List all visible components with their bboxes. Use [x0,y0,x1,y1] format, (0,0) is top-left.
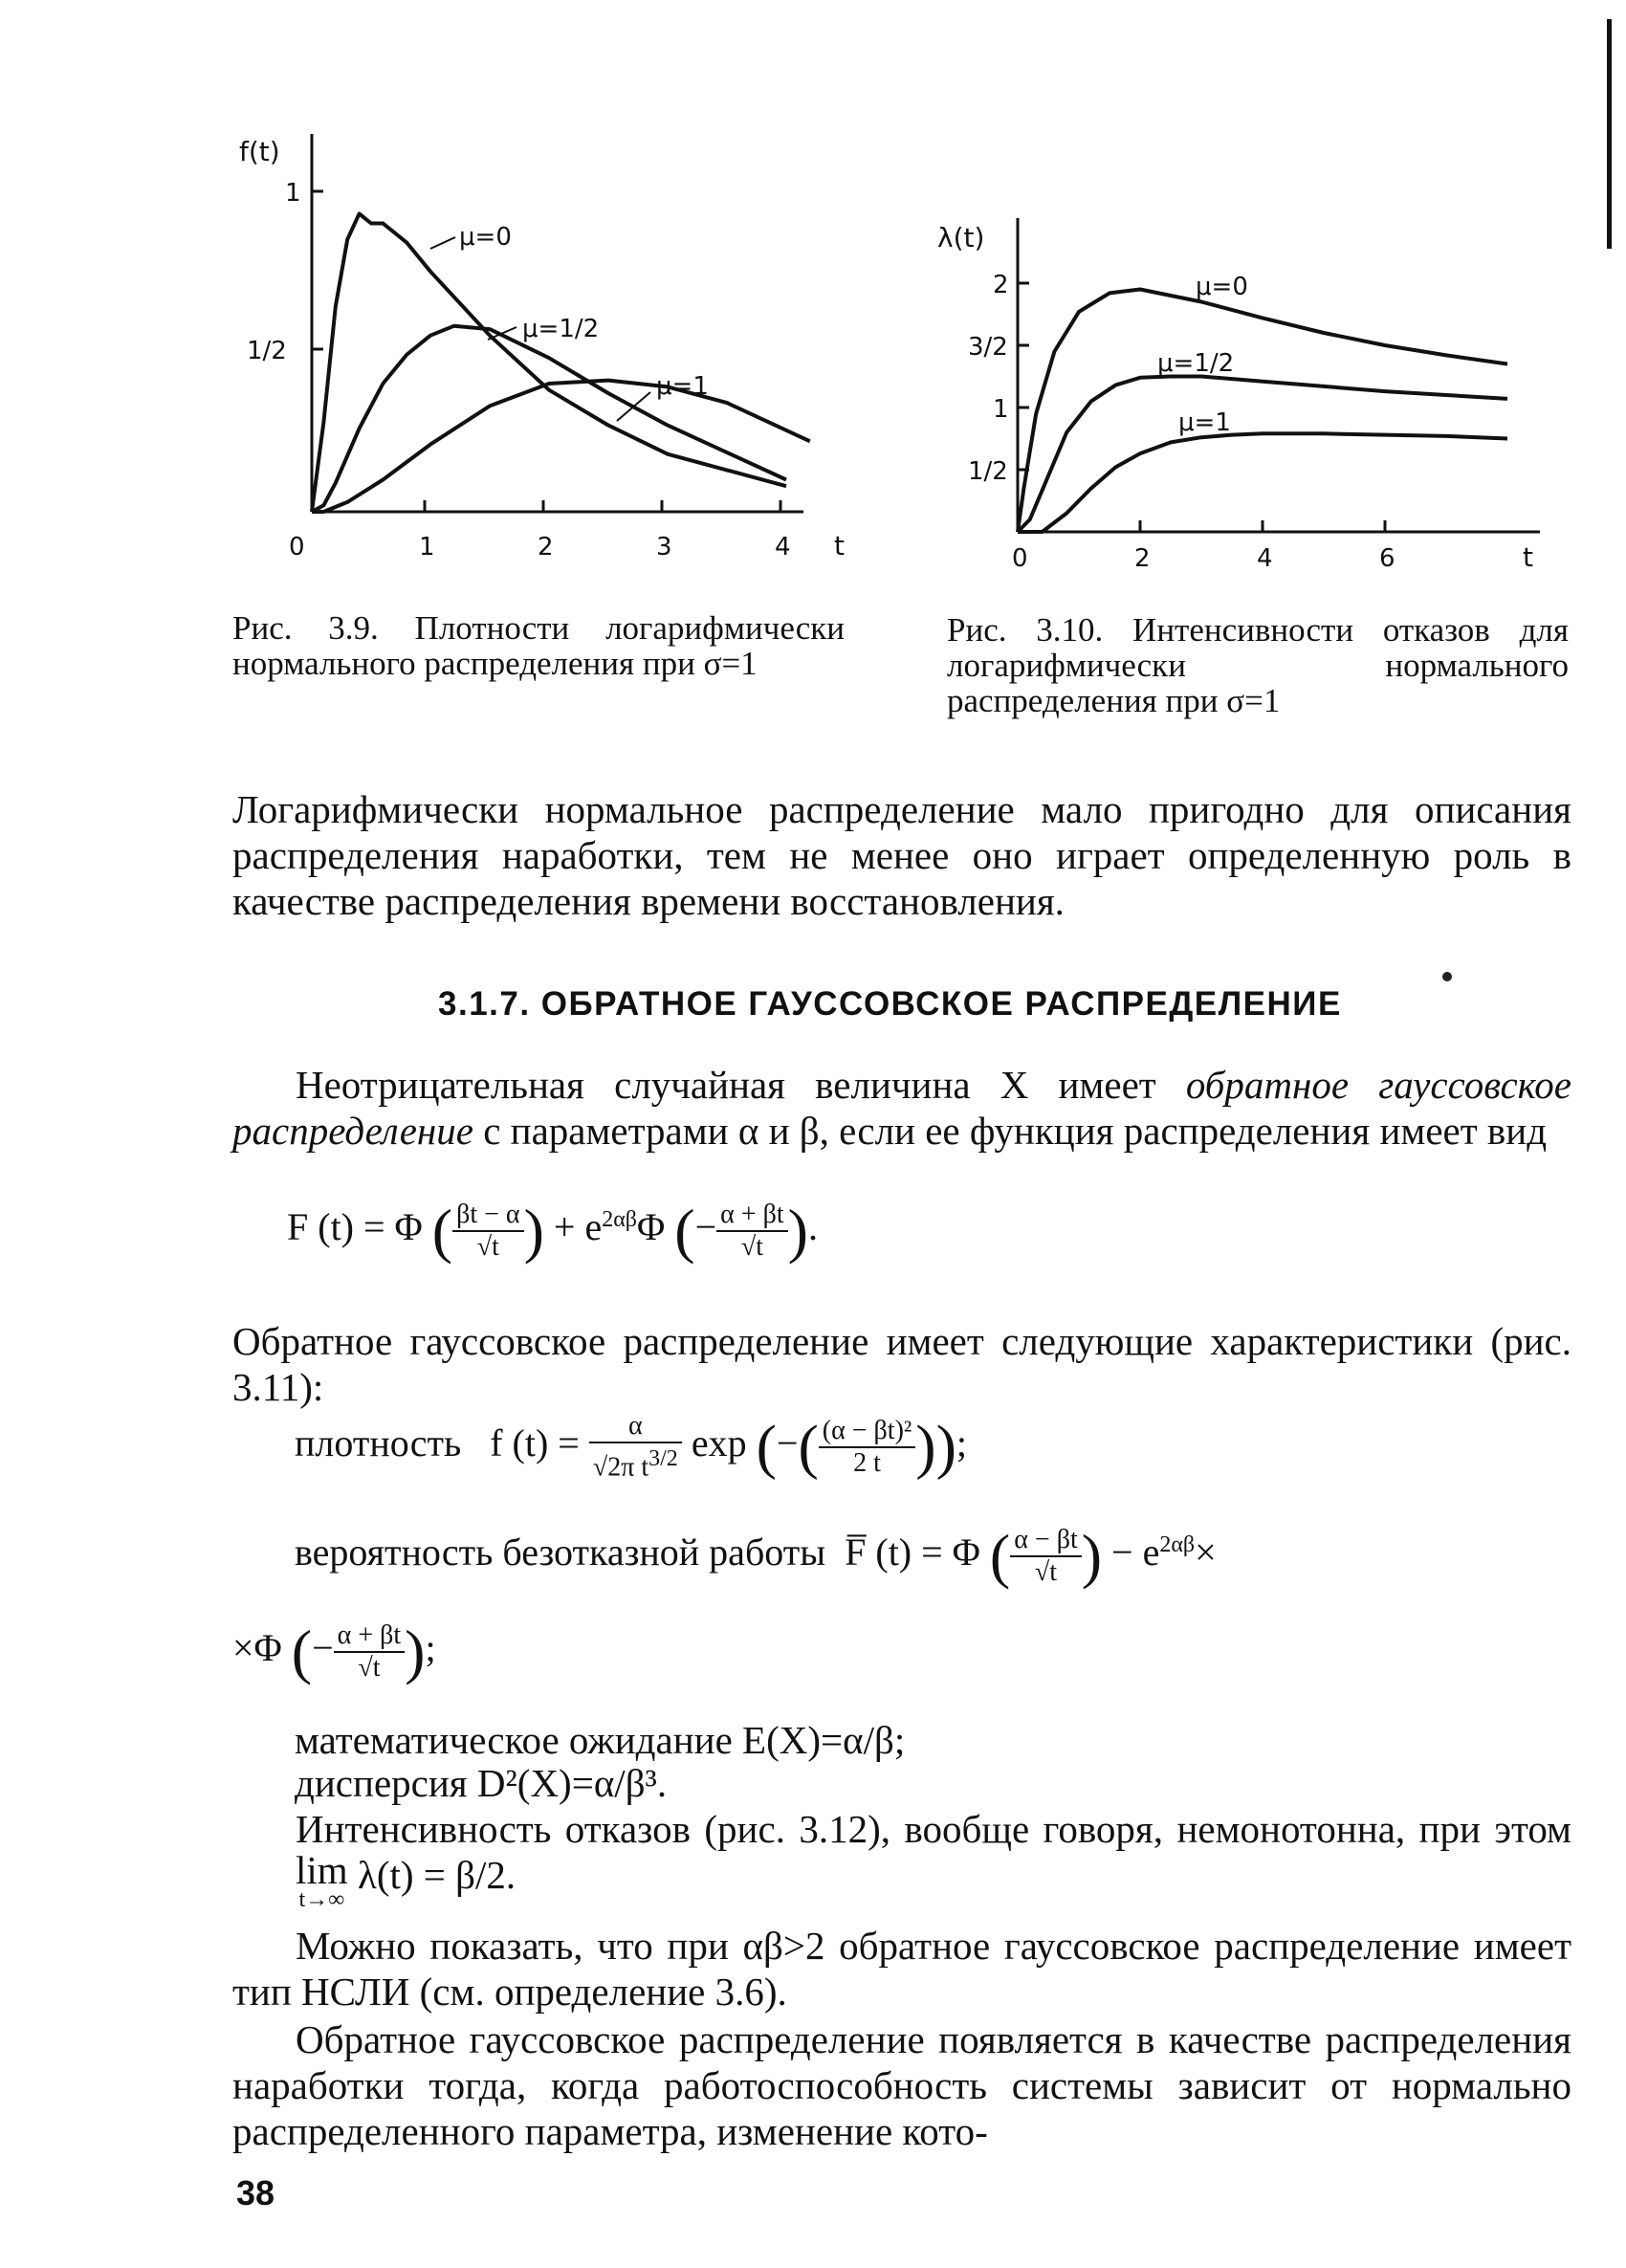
paragraph-characteristics: Обратное гауссовское распределение имеет следующие характеристики (рис. 3.11): [232,1319,1571,1409]
cdf-plus-e: + e [553,1205,603,1249]
definition-text-b: с параметрами α и β, если ее функция распределения имеет вид [472,1109,1548,1153]
formula-reliability-cont: ×Φ (− $\frac{\alpha + \beta t}{√t}$ ); [232,1618,436,1685]
fig310-y-tick-1: 1 [993,395,1009,424]
cdf-num-2: α + βt [716,1200,788,1232]
fig310-y-tick-1-2: 1/2 [968,457,1008,486]
cdf-exponent: 2αβ [602,1206,638,1232]
fig310-y-tick-2: 2 [993,271,1009,299]
variance-line: дисперсия D²(X)=α/β³. [295,1761,668,1805]
section-heading: 3.1.7. ОБРАТНОЕ ГАУССОВСКОЕ РАСПРЕДЕЛЕНИЕ [438,985,1342,1023]
density-label: плотность [295,1420,462,1464]
density-den-exp: 3/2 [648,1446,678,1471]
fig39-x-tick-2: 2 [538,533,554,561]
fig39-y-tick-half: 1/2 [247,337,287,365]
definition-term: обратное гауссовское распределение [232,1063,1571,1153]
failure-rate-limit: λ(t) = β/2. [347,1853,516,1897]
fig310-caption: Рис. 3.10. Интенсивности отказов для логарифмически нормального распределения при σ=1 [947,611,1569,719]
reliability-exponent: 2αβ [1159,1531,1196,1557]
formula-reliability: вероятность безотказной работы F̅ (t) = Φ ( $\frac{\alpha - \beta t}{√t}$ ) − $e^{2\alpha\beta}\times$ [295,1522,1217,1590]
fig310-curves-series-2 [1018,433,1507,532]
density-frac [589,1411,682,1483]
fig39-x-tick-0: 0 [289,533,305,561]
density-end: ; [956,1420,968,1464]
fig39-caption: Рис. 3.9. Плотности логарифмически нормального распределения при σ=1 [232,609,845,682]
fig39-x-tick-4: 4 [775,533,791,561]
right-edge-mark [1607,19,1612,249]
fig310-curve-label-mu12: μ=1/2 [1157,349,1235,378]
mean-line: математическое ожидание E(X)=α/β; [295,1718,906,1762]
figure-3-9 [230,124,861,574]
reliability-label: вероятность безотказной работы [295,1530,826,1574]
reliability-frac [1010,1525,1082,1588]
reliability-cont-num: α + βt [334,1620,406,1653]
fig310-y-tick-3-2: 3/2 [968,333,1008,362]
fig310-x-tick-0: 0 [1012,544,1028,573]
density-frac-2 [819,1416,916,1479]
reliability-lhs: F̅ (t) = Φ [845,1530,980,1574]
fig310-x-label: t [1523,541,1533,573]
figure-3-10 [918,209,1588,574]
fig310-curve-label-mu1: μ=1 [1178,408,1231,437]
paragraph-usage: Обратное гауссовское распределение появляется в качестве распределения наработки тогда, когда работоспособность системы зависит от нормально распределенного параметра, изменение кото- [232,2017,1571,2153]
fig310-curve-label-mu0: μ=0 [1196,273,1248,301]
fig39-curves-series-0 [312,213,786,512]
fig310-curves-series-0 [1018,290,1507,533]
formula-cdf: F (t) = Φ ( $\frac{\beta t - \alpha}{√t}$ ) + $e^{2\alpha\beta}\Phi$ (− $\frac{\alpha + \beta t}{√t}$ ). [287,1197,818,1265]
fig39-y-label: f(t) [239,136,280,167]
fig39-curve-label-mu0: μ=0 [459,223,512,252]
cdf-den-1: √t [476,1232,499,1262]
density-den: √2π t [592,1452,649,1483]
limit-op: lim [296,1848,348,1892]
formula-density: плотность f (t) = $\frac{\alpha}{\text{√2π t3/2}}$ exp (−( $\frac{\text{(α − βt)²}}{2 t}$ )); [295,1411,968,1483]
cdf-frac-1 [452,1200,524,1263]
cdf-lhs: F (t) = Φ [287,1205,423,1249]
reliability-den: √t [1034,1557,1058,1587]
fig39-x-label: t [834,530,845,561]
fig310-y-label: λ(t) [937,222,985,253]
fig39-curves-series-2 [312,381,810,512]
paragraph-definition [232,1062,1571,1154]
fig310-x-tick-2: 2 [1134,544,1151,573]
limit-sub: t→∞ [298,1887,345,1912]
cdf-phi: Φ [637,1205,666,1249]
density-minus: − [776,1420,799,1464]
cdf-period: . [807,1205,818,1249]
failure-rate-text: Интенсивность отказов (рис. 3.12), вообще говоря, немонотонна, при этом [296,1807,1571,1851]
paragraph-lognormal: Логарифмически нормальное распределение мало пригодно для описания распределения наработки, тем не менее оно играет определенную роль в качестве распределения времени восстановления. [232,787,1571,923]
definition-text-a: Неотрицательная случайная величина X имеет [296,1063,1186,1107]
reliability-cont-frac [334,1620,406,1684]
reliability-cont-den: √t [358,1653,381,1683]
density-num-2: (α − βt)² [819,1416,916,1448]
reliability-cont-end: ; [425,1626,436,1670]
fig39-x-tick-1: 1 [419,533,435,561]
cdf-num-1: βt − α [452,1200,524,1232]
density-den-2: 2 t [853,1447,881,1478]
cdf-minus: − [694,1205,717,1249]
reliability-times: × [1195,1530,1217,1574]
fig39-x-tick-3: 3 [656,533,672,561]
density-lhs: f (t) = [490,1420,580,1464]
fig39-y-tick-1: 1 [285,179,301,208]
paragraph-failure-rate [232,1806,1571,1911]
fig310-x-tick-4: 4 [1257,544,1273,573]
fig310-curves-series-1 [1018,377,1507,533]
fig39-curves-series-1 [312,326,786,512]
fig39-curve-label-mu1: μ=1 [656,372,709,401]
stray-dot [1442,972,1452,981]
reliability-minus-e: − e [1111,1530,1160,1574]
cdf-den-2: √t [740,1232,763,1262]
fig39-curve-label-mu12: μ=1/2 [522,315,600,343]
density-exp: exp [691,1420,747,1464]
fig310-x-tick-6: 6 [1379,544,1395,573]
cdf-frac-2 [716,1200,788,1263]
paragraph-nsli: Можно показать, что при αβ>2 обратное гауссовское распределение имеет тип НСЛИ (см. определение 3.6). [232,1924,1571,2014]
reliability-num: α − βt [1010,1525,1082,1557]
density-num: α [589,1411,682,1443]
reliability-cont-lhs: ×Φ [232,1626,282,1670]
page-number: 38 [236,2173,275,2213]
reliability-cont-minus: − [312,1626,334,1670]
